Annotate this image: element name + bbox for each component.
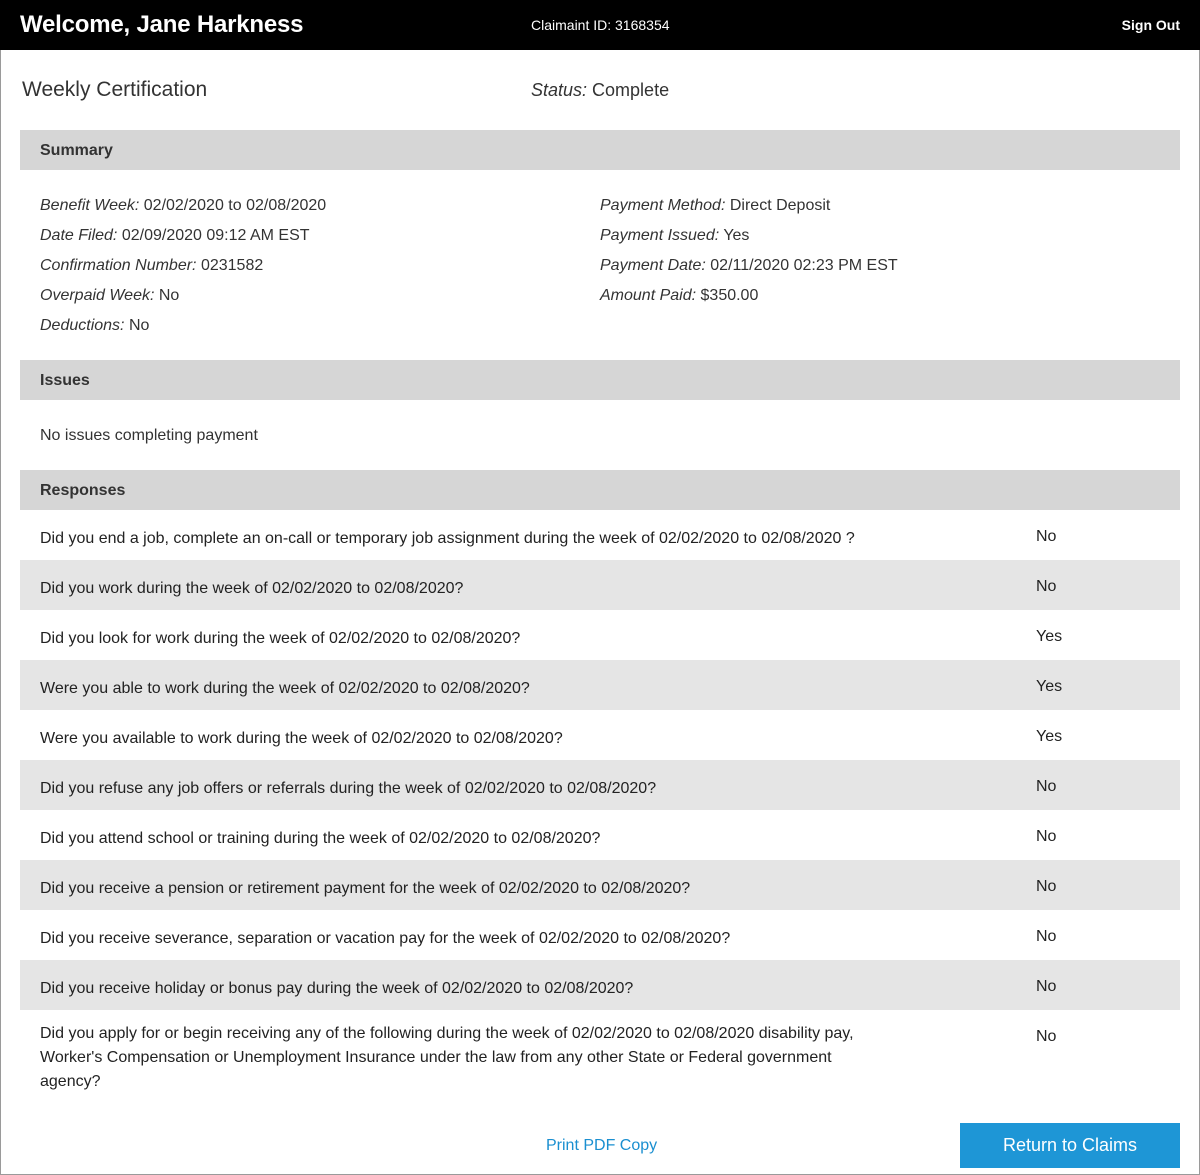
field-label: Confirmation Number: xyxy=(40,257,197,274)
response-row xyxy=(20,910,1180,960)
response-question: Did you end a job, complete an on-call or temporary job assignment during the week of 02/02/2020 to 02/08/2020 ? xyxy=(40,530,855,547)
response-row xyxy=(20,760,1180,810)
response-answer: No xyxy=(1036,578,1057,595)
field-value: 0231582 xyxy=(200,257,264,274)
field-label: Payment Method: xyxy=(600,197,726,214)
status-value: Complete xyxy=(592,80,670,100)
response-answer: Yes xyxy=(1036,728,1063,745)
response-question: Did you refuse any job offers or referrals during the week of 02/02/2020 to 02/08/2020? xyxy=(40,780,657,797)
field-value: 02/02/2020 to 02/08/2020 xyxy=(143,197,327,214)
response-row xyxy=(20,560,1180,610)
response-answer: No xyxy=(1036,928,1057,945)
field-value: Direct Deposit xyxy=(729,197,831,214)
response-question: Did you apply for or begin receiving any of the following during the week of 02/02/2020 to 02/08/2020 disability pay, Worker's Compensation or Unemployment Insurance under the law from any other State or Federal government agency? xyxy=(40,1025,854,1090)
field-value: No xyxy=(128,317,150,334)
field-label: Benefit Week: xyxy=(40,197,140,214)
response-row xyxy=(20,960,1180,1010)
overpaid-week-field xyxy=(40,287,179,305)
response-answer: No xyxy=(1036,978,1057,995)
status-label: Status: xyxy=(531,80,588,100)
response-answer: Yes xyxy=(1036,678,1063,695)
print-pdf-link[interactable]: Print PDF Copy xyxy=(546,1137,658,1154)
response-answer: No xyxy=(1036,778,1057,795)
response-row xyxy=(20,710,1180,760)
payment-method-field xyxy=(600,197,830,215)
field-value: $350.00 xyxy=(700,287,759,304)
response-answer: No xyxy=(1036,528,1057,545)
deductions-field xyxy=(40,317,149,335)
field-label: Payment Issued: xyxy=(600,227,720,244)
issues-heading: Issues xyxy=(40,372,90,389)
date-filed-field xyxy=(40,227,310,245)
confirmation-number-field xyxy=(40,257,263,275)
issues-text: No issues completing payment xyxy=(40,427,258,444)
response-question: Did you work during the week of 02/02/2020 to 02/08/2020? xyxy=(40,580,464,597)
response-question: Did you receive a pension or retirement payment for the week of 02/02/2020 to 02/08/2020? xyxy=(40,880,691,897)
response-answer: No xyxy=(1036,878,1057,895)
payment-date-field xyxy=(600,257,898,275)
return-to-claims-button[interactable]: Return to Claims xyxy=(960,1123,1180,1168)
field-label: Overpaid Week: xyxy=(40,287,155,304)
page-title: Weekly Certification xyxy=(22,78,208,101)
status xyxy=(531,80,669,101)
response-row xyxy=(20,810,1180,860)
amount-paid-field xyxy=(600,287,758,305)
response-row xyxy=(20,860,1180,910)
response-question: Did you look for work during the week of 02/02/2020 to 02/08/2020? xyxy=(40,630,521,647)
response-answer: No xyxy=(1036,1028,1057,1045)
field-value: Yes xyxy=(723,227,750,244)
response-answer: No xyxy=(1036,828,1057,845)
summary-heading: Summary xyxy=(40,142,113,159)
field-value: 02/11/2020 02:23 PM EST xyxy=(710,257,898,274)
welcome-message: Welcome, Jane Harkness xyxy=(20,11,304,38)
response-question: Did you receive severance, separation or vacation pay for the week of 02/02/2020 to 02/08/2020? xyxy=(40,930,731,947)
response-question: Did you receive holiday or bonus pay during the week of 02/02/2020 to 02/08/2020? xyxy=(40,980,634,997)
field-label: Date Filed: xyxy=(40,227,118,244)
sign-out-link[interactable]: Sign Out xyxy=(1121,17,1180,33)
response-row xyxy=(20,610,1180,660)
claimant-id: Claimaint ID: 3168354 xyxy=(531,17,670,33)
response-question: Were you able to work during the week of 02/02/2020 to 02/08/2020? xyxy=(40,680,530,697)
field-label: Deductions: xyxy=(40,317,125,334)
response-row xyxy=(20,1010,1180,1105)
field-label: Payment Date: xyxy=(600,257,706,274)
response-row xyxy=(20,660,1180,710)
responses-heading: Responses xyxy=(40,482,126,499)
responses-header xyxy=(20,470,1180,510)
summary-header xyxy=(20,130,1180,170)
response-question: Did you attend school or training during the week of 02/02/2020 to 02/08/2020? xyxy=(40,830,601,847)
issues-header xyxy=(20,360,1180,400)
field-label: Amount Paid: xyxy=(600,287,697,304)
response-row xyxy=(20,510,1180,560)
response-answer: Yes xyxy=(1036,628,1063,645)
payment-issued-field xyxy=(600,227,749,245)
field-value: 02/09/2020 09:12 AM EST xyxy=(121,227,310,244)
benefit-week-field xyxy=(40,197,326,215)
response-question: Were you available to work during the week of 02/02/2020 to 02/08/2020? xyxy=(40,730,563,747)
top-bar xyxy=(0,0,1200,50)
field-value: No xyxy=(158,287,180,304)
